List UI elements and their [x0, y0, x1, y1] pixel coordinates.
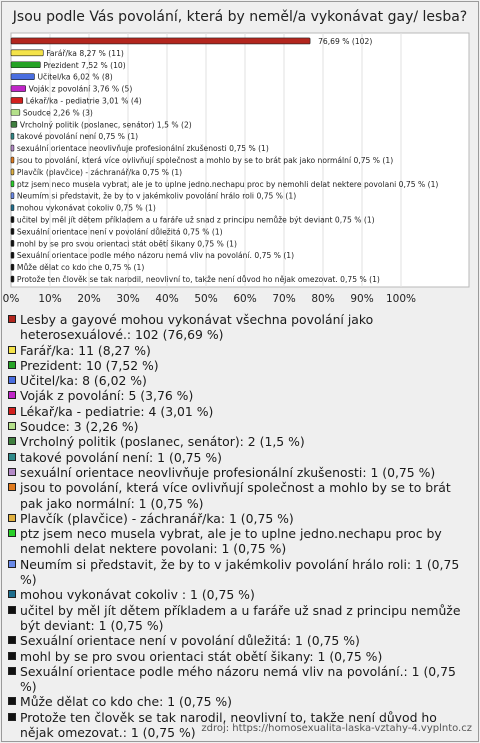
bar-label: Lékař/ka - pediatrie 3,01 % (4): [25, 96, 142, 106]
bar-label: Neumím si představit, že by to v jakémkoliv povolání hrálo roli 0,75 % (1): [16, 191, 297, 201]
bar-label: sexuální orientace neovlivňuje profesionální zkušenosti 0,75 % (1): [16, 144, 269, 154]
legend-item: [8, 343, 474, 358]
bar-label: Soudce 2,26 % (3): [22, 108, 93, 118]
bar: [11, 109, 20, 115]
legend-label: Sexuální orientace není v povolání důležitá: 1 (0,75 %): [20, 633, 360, 649]
bar-label: Vrcholný politik (poslanec, senátor) 1,5 % (2): [19, 120, 192, 130]
legend-item: [8, 603, 474, 634]
legend-swatch: [8, 391, 16, 399]
legend-swatch: [8, 346, 16, 354]
legend-label: ptz jsem neco musela vybrat, ale je to uplne jedno.nechapu proc by nemohli delat nektere povolani: 1 (0,75 %): [20, 526, 442, 557]
x-tick-label: 30%: [116, 293, 140, 305]
legend-swatch: [8, 514, 16, 522]
legend-label: Lékař/ka - pediatrie: 4 (3,01 %): [20, 403, 214, 419]
x-tick-label: 90%: [350, 293, 374, 305]
legend-label: mohou vykonávat cokoliv : 1 (0,75 %): [20, 587, 255, 603]
legend-label: Protože ten člověk se tak narodil, neovlivní to, takže není důvod ho nějak omezovat.: 1 (0,75 %): [20, 709, 437, 741]
source-note: zdroj: https://homosexualita-laska-vztahy-4.vyplnto.cz: [201, 723, 472, 734]
legend-label: Sexuální orientace podle mého názoru nemá vliv na povolání.: 1 (0,75 %): [20, 663, 456, 695]
bar: [11, 121, 17, 127]
legend-swatch: [8, 407, 16, 415]
legend-label: učitel by měl jít dětem příkladem a u faráře už snad z principu nemůže být deviant: 1 (0,75 %): [20, 602, 461, 633]
legend-item: [8, 480, 474, 511]
legend-swatch: [8, 422, 16, 430]
legend-item: [8, 404, 474, 419]
bar: [11, 86, 26, 92]
legend-label: Lesby a gayové mohou vykonávat všechna povolání jako heterosexuálové.: 102 (76,69 %): [20, 312, 374, 343]
bar-label: Farář/ka 8,27 % (11): [46, 48, 124, 58]
legend-label: sexuální orientace neovlivňuje profesionální zkušenosti: 1 (0,75 %): [20, 464, 436, 480]
bar-label: Plavčík (plavčice) - záchranář/ka 0,75 % (1): [16, 167, 183, 177]
bar-label: učitel by měl jít dětem příkladem a u faráře už snad z principu nemůže být deviant 0,75 % (1): [16, 215, 375, 225]
legend-label: Může dělat co kdo che: 1 (0,75 %): [20, 694, 233, 710]
legend-item: [8, 434, 474, 449]
legend-item: [8, 450, 474, 465]
bar-label: takové povolání není 0,75 % (1): [16, 132, 139, 142]
legend-label: Učitel/ka: 8 (6,02 %): [20, 373, 147, 389]
x-tick-label: 10%: [38, 293, 62, 305]
legend-label: Farář/ka: 11 (8,27 %): [20, 342, 151, 358]
bar: [11, 133, 14, 139]
bar-label: mohl by se pro svou orientaci stát obětí šikany 0,75 % (1): [16, 239, 237, 249]
legend-label: Prezident: 10 (7,52 %): [20, 357, 159, 373]
legend-swatch: [8, 437, 16, 445]
legend-label: Neumím si představit, že by to v jakémkoliv povolání hrálo roli: 1 (0,75 %): [20, 556, 460, 588]
bar: [11, 276, 14, 282]
legend-label: Soudce: 3 (2,26 %): [20, 419, 139, 435]
legend-swatch: [8, 560, 16, 568]
legend-label: Vrcholný politik (poslanec, senátor): 2 (1,5 %): [20, 434, 305, 450]
bar-label: 76,69 % (102): [318, 36, 373, 46]
legend-item: [8, 694, 474, 709]
legend-swatch: [8, 315, 16, 323]
bar-label: Může dělat co kdo che 0,75 % (1): [16, 263, 145, 273]
legend-swatch: [8, 667, 16, 675]
legend-item: [8, 649, 474, 664]
legend-label: jsou to povolání, která více ovlivňují společnost a mohlo by se to brát pak jako normální: 1 (0,75 %): [20, 480, 451, 511]
legend-item: [8, 633, 474, 648]
x-tick-label: 80%: [311, 293, 335, 305]
bar: [11, 205, 14, 211]
x-tick-label: 20%: [77, 293, 101, 305]
bar: [11, 193, 14, 199]
bar: [11, 169, 14, 175]
legend-swatch: [8, 468, 16, 476]
bar: [11, 38, 310, 44]
legend-item: [8, 373, 474, 388]
x-tick-label: 50%: [194, 293, 218, 305]
bar: [11, 240, 14, 246]
legend-swatch: [8, 652, 16, 660]
bar-label: Sexuální orientace není v povolání důležitá 0,75 % (1): [16, 227, 223, 237]
legend-item: [8, 557, 474, 588]
bar-label: mohou vykonávat cokoliv 0,75 % (1): [16, 203, 156, 213]
legend-label: Plavčík (plavčice) - záchranář/ka: 1 (0,75 %): [20, 510, 294, 526]
legend-swatch: [8, 376, 16, 384]
bar: [11, 74, 34, 80]
legend-swatch: [8, 606, 16, 614]
legend-swatch: [8, 697, 16, 705]
x-tick-label: 100%: [385, 293, 417, 305]
bar: [11, 264, 14, 270]
bar: [11, 62, 40, 68]
x-tick-label: 40%: [155, 293, 179, 305]
bar-chart: [0, 0, 480, 310]
legend-label: mohl by se pro svou orientaci stát obětí šikany: 1 (0,75 %): [20, 648, 383, 664]
legend-swatch: [8, 713, 16, 721]
legend-item: [8, 465, 474, 480]
legend-swatch: [8, 361, 16, 369]
bar: [11, 145, 14, 151]
bar: [11, 217, 14, 223]
legend-label: Voják z povolání: 5 (3,76 %): [20, 388, 194, 404]
bar: [11, 252, 14, 258]
legend-item: [8, 587, 474, 602]
legend-swatch: [8, 590, 16, 598]
legend: [8, 312, 474, 740]
legend-item: [8, 358, 474, 373]
legend-item: [8, 419, 474, 434]
bar: [11, 97, 23, 103]
legend-item: [8, 388, 474, 403]
legend-swatch: [8, 529, 16, 537]
x-tick-label: 60%: [233, 293, 257, 305]
bar-label: Voják z povolání 3,76 % (5): [28, 84, 133, 94]
bar: [11, 50, 43, 56]
bar-label: jsou to povolání, která více ovlivňují společnost a mohlo by se to brát pak jako normální 0,75 % (1): [16, 156, 394, 165]
legend-item: [8, 511, 474, 526]
x-tick-label: 70%: [272, 293, 296, 305]
bar-label: Protože ten člověk se tak narodil, neovlivní to, takže není důvod ho nějak omezovat. 0,75 % (1): [16, 275, 380, 285]
bar-label: Učitel/ka 6,02 % (8): [37, 72, 113, 82]
legend-swatch: [8, 636, 16, 644]
legend-label: takové povolání není: 1 (0,75 %): [20, 449, 222, 465]
bar: [11, 157, 14, 163]
legend-item: [8, 312, 474, 343]
bar-label: Sexuální orientace podle mého názoru nemá vliv na povolání. 0,75 % (1): [16, 251, 295, 261]
bar-label: ptz jsem neco musela vybrat, ale je to uplne jedno.nechapu proc by nemohli delat nektere povolani 0,75 % (1): [16, 179, 439, 189]
bar-label: Prezident 7,52 % (10): [43, 60, 126, 70]
x-tick-label: 0%: [2, 293, 20, 305]
bar: [11, 181, 14, 187]
legend-item: [8, 526, 474, 557]
legend-swatch: [8, 453, 16, 461]
chart-title: Jsou podle Vás povolání, která by neměl/a vykonávat gay/ lesba?: [12, 9, 468, 25]
legend-item: [8, 664, 474, 695]
legend-swatch: [8, 483, 16, 491]
bar: [11, 228, 14, 234]
